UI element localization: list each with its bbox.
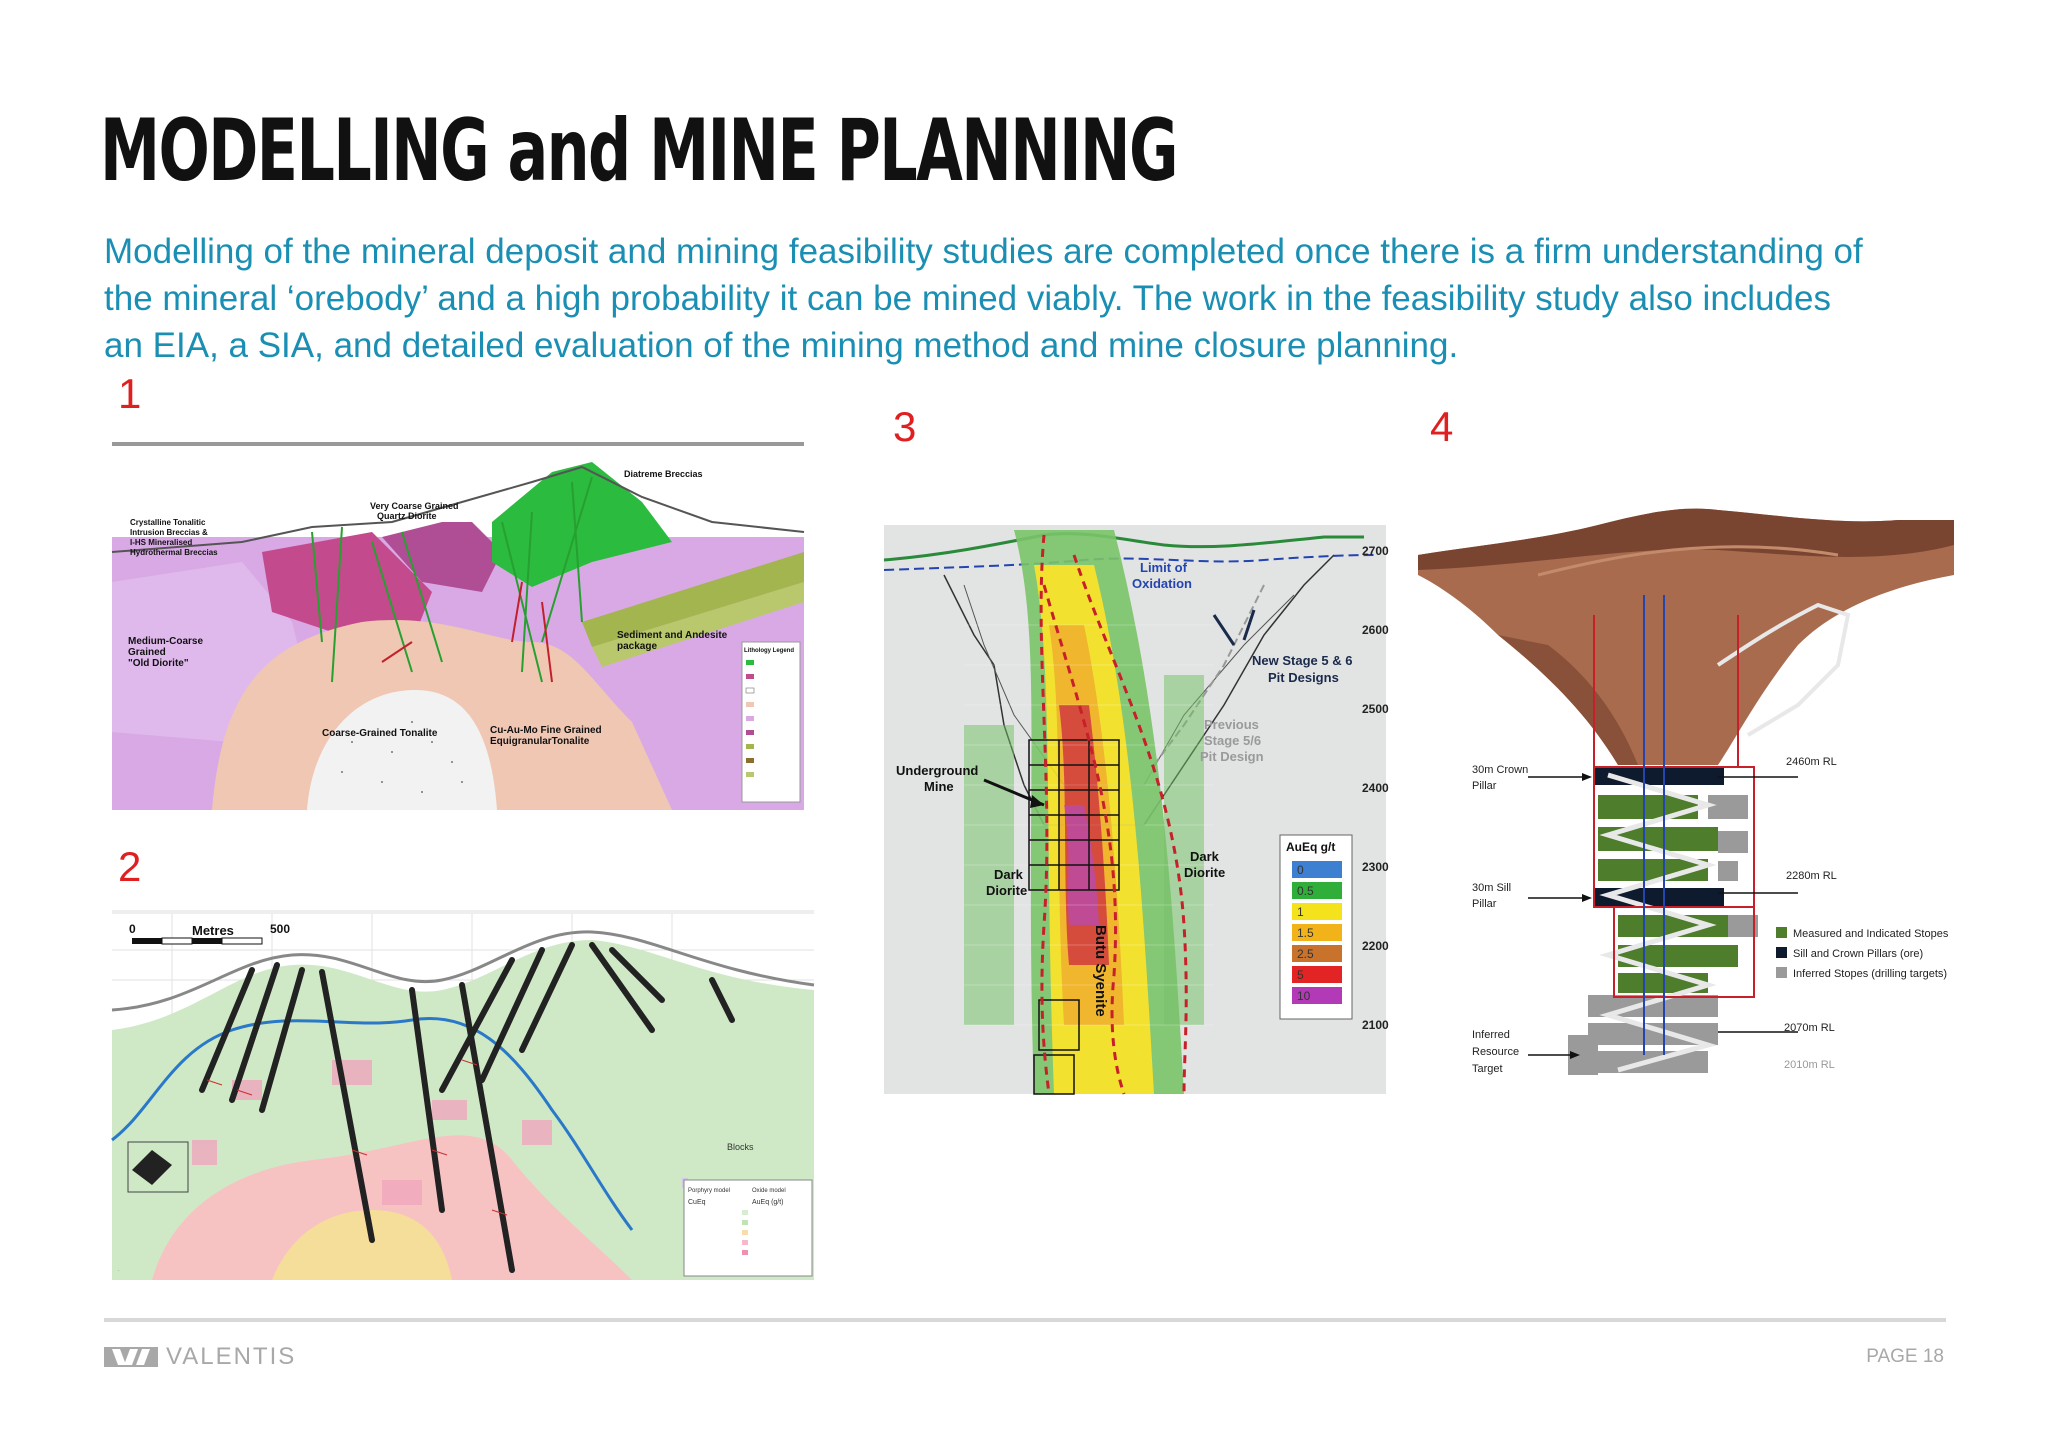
label-crystalline-4: Hydrothermal Breccias (130, 548, 218, 557)
figure-geology-section (112, 442, 804, 810)
label-crystalline-1: Crystalline Tonalitic (130, 518, 206, 527)
footer-logo (104, 1343, 296, 1371)
label-sediment-2: package (617, 641, 658, 652)
figure-number-3: 3 (893, 403, 917, 450)
label-dark-diorite-right-2: Diorite (1184, 865, 1226, 880)
elevation-label: 2400 (1362, 781, 1389, 795)
label-dark-diorite-right-1: Dark (1190, 849, 1219, 864)
elevation-label: 2600 (1362, 623, 1389, 637)
label-crystalline-3: I-HS Mineralised (130, 538, 193, 547)
label-diatreme-breccias: Diatreme Breccias (624, 469, 703, 479)
aueq-label: AuEq (g/t) (752, 1199, 784, 1206)
label-dark-diorite-left-2: Diorite (986, 883, 1028, 898)
label-sediment-1: Sediment and Andesite (617, 630, 728, 641)
grade-legend-label: 10 (1297, 989, 1311, 1003)
label-sill-2: Pillar (1472, 898, 1497, 910)
porphyry-model-label: Porphyry model (688, 1188, 731, 1194)
label-coarse-qd-1: Very Coarse Grained (370, 501, 459, 511)
stope-legend-swatch (1776, 947, 1787, 958)
label-limit-oxidation-2: Oxidation (1132, 576, 1192, 591)
grade-legend-label: 2.5 (1297, 947, 1314, 961)
stope-legend-swatch (1776, 967, 1787, 978)
grade-legend-label: 0 (1297, 863, 1304, 877)
grade-legend-title: AuEq g/t (1286, 840, 1336, 854)
label-cuaumo-1: Cu-Au-Mo Fine Grained (490, 725, 602, 736)
label-inferred-1: Inferred (1472, 1029, 1510, 1041)
cueq-label: CuEq (688, 1199, 706, 1206)
label-sill-1: 30m Sill (1472, 882, 1512, 894)
label-medium-1: Medium-Coarse (128, 636, 204, 647)
label-crystalline-2: Intrusion Breccias & (130, 528, 208, 537)
label-crown-2: Pillar (1472, 780, 1497, 792)
label-cuaumo-2: EquigranularTonalite (490, 736, 590, 747)
grade-legend-label: 1 (1297, 905, 1304, 919)
label-coarse-qd-2: Quartz Diorite (377, 511, 437, 521)
scale-end: 500 (270, 922, 291, 936)
elevation-label: 2700 (1362, 544, 1389, 558)
figure2-legend-title: Blocks (727, 1142, 754, 1152)
elevation-label: 2100 (1362, 1018, 1389, 1032)
page-number: PAGE 18 (1866, 1346, 1944, 1367)
label-new-stage-2: Pit Designs (1268, 670, 1339, 685)
grade-legend-label: 1.5 (1297, 926, 1314, 940)
svg-text:·: · (118, 1268, 120, 1274)
intro-paragraph (104, 228, 2004, 369)
label-inferred-3: Target (1472, 1063, 1503, 1075)
footer-divider (104, 1318, 1946, 1322)
figure1-legend-title: Lithology Legend (744, 648, 794, 654)
page-title: MODELLING and MINE PLANNING (100, 101, 1177, 201)
elevation-label: 2200 (1362, 939, 1389, 953)
intro-line: the mineral ‘orebody’ and a high probability it can be mined viably. The work in the feasibility study also includes (104, 279, 1831, 318)
figure-pit-design (884, 525, 1389, 1094)
intro-line: Modelling of the mineral deposit and mining feasibility studies are completed once there is a firm understanding of (104, 232, 1863, 271)
scale-start: 0 (129, 922, 136, 936)
elevation-label: 2500 (1362, 702, 1389, 716)
label-underground-1: Underground (896, 763, 979, 778)
valentis-logo-icon (104, 1345, 158, 1369)
label-rl-2070: 2070m RL (1784, 1022, 1835, 1034)
grade-legend-label: 5 (1297, 968, 1304, 982)
label-rl-2460: 2460m RL (1786, 756, 1837, 768)
label-butu-syenite: Butu Syenite (1092, 925, 1109, 1017)
stope-legend-label: Sill and Crown Pillars (ore) (1793, 948, 1924, 960)
label-inferred-2: Resource (1472, 1046, 1520, 1058)
oxide-model-label: Oxide model (752, 1188, 786, 1194)
label-rl-2010: 2010m RL (1784, 1059, 1835, 1071)
figure-number-1: 1 (118, 370, 142, 417)
stope-legend-label: Measured and Indicated Stopes (1793, 928, 1949, 940)
label-coarse-tonalite: Coarse-Grained Tonalite (322, 728, 438, 739)
label-limit-oxidation-1: Limit of (1140, 560, 1187, 575)
stope-legend-swatch (1776, 927, 1787, 938)
figure-stope-model (1418, 495, 1954, 1085)
scale-unit: Metres (192, 923, 234, 938)
label-prev-stage-3: Pit Design (1200, 749, 1264, 764)
label-medium-3: "Old Diorite" (128, 658, 189, 669)
label-medium-2: Grained (128, 647, 166, 658)
elevation-label: 2300 (1362, 860, 1389, 874)
stope-legend-label: Inferred Stopes (drilling targets) (1793, 968, 1948, 980)
figure-number-2: 2 (118, 843, 142, 890)
figure-number-4: 4 (1430, 403, 1454, 450)
label-prev-stage-2: Stage 5/6 (1204, 733, 1262, 748)
label-rl-2280: 2280m RL (1786, 870, 1837, 882)
grade-legend-label: 0.5 (1297, 884, 1314, 898)
label-dark-diorite-left-1: Dark (994, 867, 1023, 882)
label-new-stage-1: New Stage 5 & 6 (1252, 653, 1353, 668)
figure-drillhole-section (112, 910, 814, 1280)
label-prev-stage-1: Previous (1204, 717, 1259, 732)
brand-name: VALENTIS (166, 1343, 297, 1370)
intro-line: an EIA, a SIA, and detailed evaluation of the mining method and mine closure planning. (104, 326, 1459, 365)
label-crown-1: 30m Crown (1472, 764, 1529, 776)
label-underground-2: Mine (924, 779, 954, 794)
